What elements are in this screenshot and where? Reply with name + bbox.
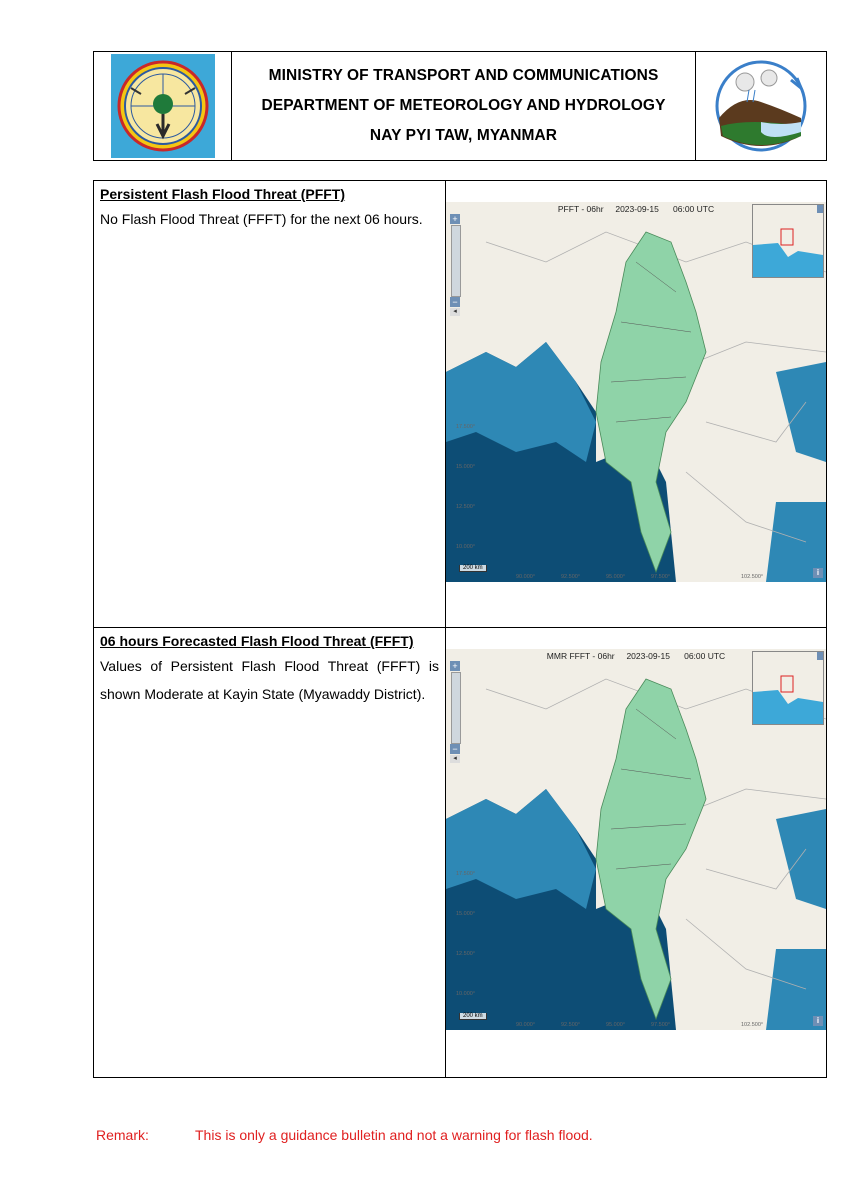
map-scale-bar: 200 km: [459, 1013, 487, 1020]
lon-tick: 97.500°: [651, 574, 671, 580]
pfft-map-cell: [446, 181, 826, 627]
ffft-map-cell: [446, 628, 826, 1077]
lat-tick: 10.000°: [456, 544, 476, 550]
pfft-overview-map[interactable]: [752, 204, 824, 278]
lat-tick: 17.500°: [456, 424, 476, 430]
zoom-out-button[interactable]: −: [450, 744, 460, 754]
lon-tick: 92.500°: [561, 574, 581, 580]
lat-tick: 17.500°: [456, 871, 476, 877]
header-title-block: [232, 52, 696, 160]
ffft-description: Values of Persistent Flash Flood Threat (FFFT) is shown Moderate at Kayin State (Myawaddy District).: [100, 658, 439, 702]
ffft-text-cell: [94, 628, 446, 1077]
ministry-emblem-icon: [111, 54, 215, 158]
lon-tick: 102.500°: [741, 574, 764, 580]
info-icon[interactable]: i: [813, 1016, 823, 1026]
flash-flood-table: [93, 180, 827, 1078]
zoom-in-button[interactable]: +: [450, 661, 460, 671]
department-name: DEPARTMENT OF METEOROLOGY AND HYDROLOGY: [261, 97, 666, 114]
overview-map-graphic: [753, 652, 823, 724]
overview-toggle-button[interactable]: [817, 205, 823, 213]
info-icon[interactable]: i: [813, 568, 823, 578]
zoom-in-button[interactable]: +: [450, 214, 460, 224]
pan-left-icon[interactable]: ◂: [450, 755, 460, 763]
zoom-slider[interactable]: [451, 225, 461, 297]
ffft-overview-map[interactable]: [752, 651, 824, 725]
lat-tick: 12.500°: [456, 504, 476, 510]
lat-tick: 15.000°: [456, 464, 476, 470]
lon-tick: 92.500°: [561, 1022, 581, 1028]
ministry-emblem-cell: [94, 52, 232, 160]
ffft-map[interactable]: [446, 649, 826, 1030]
ffft-row: [94, 628, 826, 1077]
hydrology-cycle-icon: [709, 56, 813, 156]
remark-line: [96, 1127, 593, 1143]
ffft-map-caption: MMR FFFT - 06hr 2023-09-15 06:00 UTC: [546, 651, 726, 661]
overview-toggle-button[interactable]: [817, 652, 823, 660]
zoom-slider[interactable]: [451, 672, 461, 744]
lat-tick: 15.000°: [456, 911, 476, 917]
lon-tick: 97.500°: [651, 1022, 671, 1028]
lon-tick: 102.500°: [741, 1022, 764, 1028]
pfft-description: No Flash Flood Threat (FFFT) for the next 06 hours.: [100, 211, 423, 227]
pfft-map-caption: PFFT - 06hr 2023-09-15 06:00 UTC: [557, 204, 715, 214]
lon-tick: 95.000°: [606, 1022, 626, 1028]
zoom-out-button[interactable]: −: [450, 297, 460, 307]
pfft-row: [94, 181, 826, 628]
pfft-map[interactable]: [446, 202, 826, 582]
bulletin-header: [93, 51, 827, 161]
ffft-zoom-control: [450, 661, 460, 763]
remark-text: This is only a guidance bulletin and not a warning for flash flood.: [195, 1127, 593, 1143]
lat-tick: 10.000°: [456, 991, 476, 997]
pfft-title: Persistent Flash Flood Threat (PFFT): [100, 186, 346, 202]
remark-label: Remark:: [96, 1127, 149, 1143]
location-name: NAY PYI TAW, MYANMAR: [369, 127, 558, 144]
pan-left-icon[interactable]: ◂: [450, 308, 460, 316]
lon-tick: 95.000°: [606, 574, 626, 580]
lon-tick: 90.000°: [516, 1022, 536, 1028]
lon-tick: 90.000°: [516, 574, 536, 580]
pfft-text-cell: [94, 181, 446, 627]
ministry-name: MINISTRY OF TRANSPORT AND COMMUNICATIONS: [268, 67, 659, 84]
hydrology-logo-cell: [696, 52, 826, 160]
lat-tick: 12.500°: [456, 951, 476, 957]
ffft-title: 06 hours Forecasted Flash Flood Threat (FFFT): [100, 633, 414, 649]
overview-map-graphic: [753, 205, 823, 277]
pfft-zoom-control: [450, 214, 460, 316]
map-scale-bar: 200 km: [459, 565, 487, 572]
